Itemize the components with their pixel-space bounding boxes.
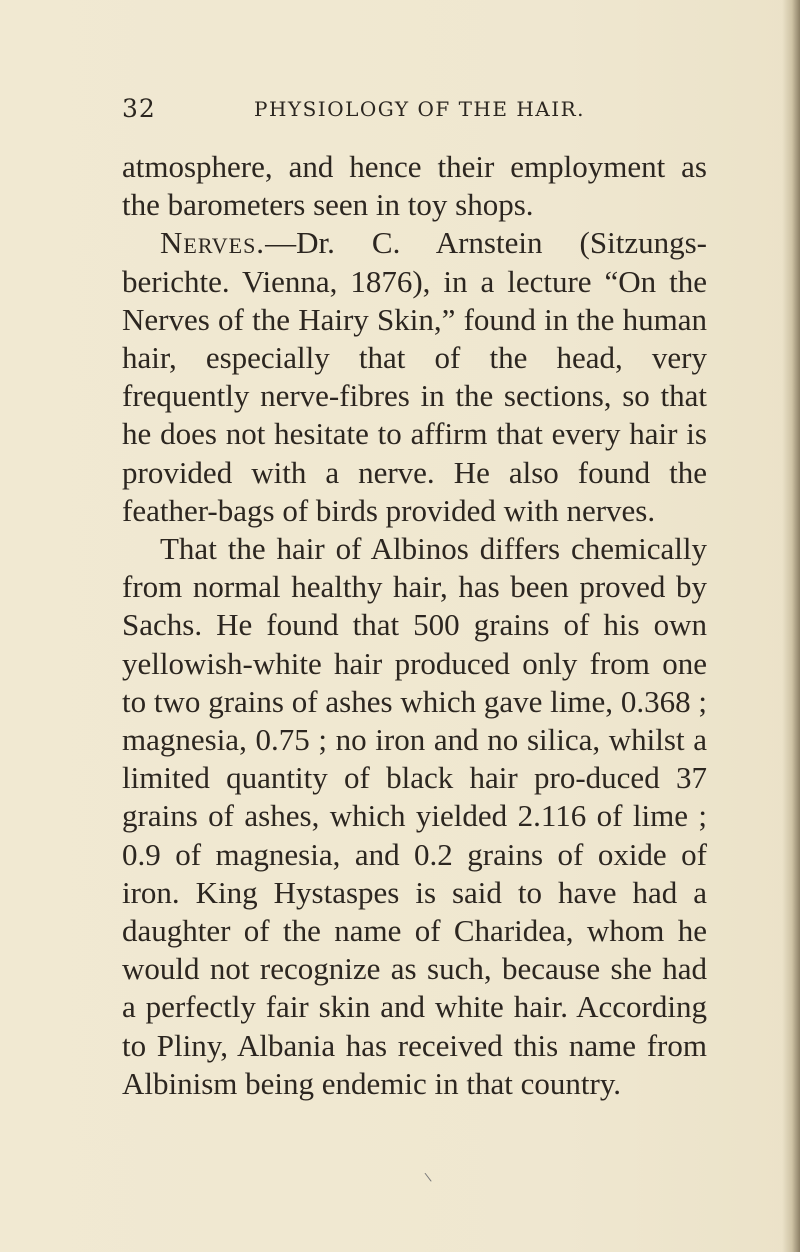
- paragraph-1-text: atmosphere, and hence their employment as the barometers seen in toy shops.: [122, 149, 707, 223]
- stray-mark: \: [423, 1169, 433, 1185]
- paragraph-atmosphere: [122, 148, 707, 224]
- body-text: [122, 148, 707, 1103]
- paragraph-2-text: —Dr. C. Arnstein (Sitzungs-berichte. Vienna, 1876), in a lecture “On the Nerves of the Hairy Skin,” found in the human hair, especially that of the head, very frequently nerve-fibres in the sections, so that he does not hesitate to affirm that every hair is provided with a nerve. He also found the feather-bags of birds provided with nerves.: [122, 225, 707, 528]
- paragraph-nerves: [122, 224, 707, 530]
- running-head: PHYSIOLOGY OF THE HAIR.: [254, 97, 586, 121]
- paragraph-albinos: [122, 530, 707, 1103]
- nerves-lead: Nerves.: [160, 225, 266, 261]
- paragraph-3-text: That the hair of Albinos differs chemically from normal healthy hair, has been proved by Sachs. He found that 500 grains of his own yellowish-white hair produced only from one to two grains of ashes which gave lime, 0.368 ; magnesia, 0.75 ; no iron and no silica, whilst a limited quantity of black hair pro-duced 37 grains of ashes, which yielded 2.116 of lime ; 0.9 of magnesia, and 0.2 grains of oxide of iron. King Hystaspes is said to have had a daughter of the name of Charidea, whom he would not recognize as such, because she had a perfectly fair skin and white hair. According to Pliny, Albania has received this name from Albinism being endemic in that country.: [122, 531, 707, 1101]
- page-header: [122, 94, 722, 134]
- page-edge-shadow: [782, 0, 800, 1252]
- page-number: 32: [122, 94, 156, 123]
